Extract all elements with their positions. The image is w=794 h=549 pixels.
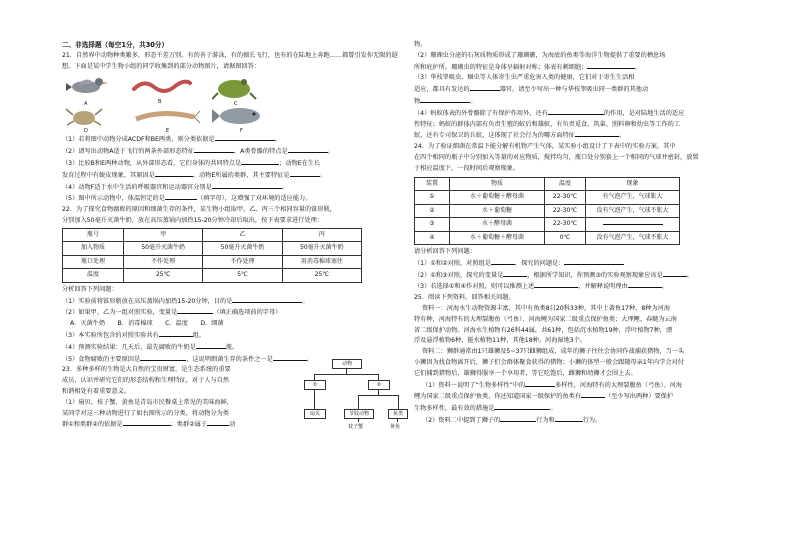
- tree-leaf-croaker: 黄鱼: [390, 424, 401, 431]
- table-row: [63, 255, 362, 269]
- q24-intro-3: 于相应温度下，一段时间后观察现象。: [414, 164, 520, 172]
- table-cell: 0℃: [545, 231, 586, 245]
- table-header-cell: 乙: [203, 228, 282, 242]
- q23-3: （3）华枝睾吸虫、蛔虫等人体寄生虫严重危害人类的健康，它们对于寄生生活相: [414, 74, 635, 82]
- q21-1: （1）若将图中动物分成ACDF和BE两类，则分类依据是 。: [62, 136, 281, 144]
- label-a: A: [84, 101, 88, 108]
- table-header-cell: 装置: [415, 177, 450, 191]
- blank[interactable]: [470, 84, 500, 91]
- blank[interactable]: [491, 258, 515, 265]
- label-d: D: [84, 128, 88, 135]
- table-cell: 温度: [63, 269, 124, 283]
- table-cell: 加入物质: [63, 242, 124, 256]
- table-cell: 50毫升灭菌牛奶: [282, 242, 361, 256]
- blank[interactable]: [603, 218, 663, 225]
- tree-root: 动物: [332, 359, 362, 369]
- q23-3b: 适应，都具有发达的 器官，请至少写出一种与华枝睾吸虫同一类群的其他动: [414, 86, 649, 94]
- table-cell: 50毫升灭菌牛奶: [203, 242, 282, 256]
- blank[interactable]: [628, 281, 662, 288]
- q21-2: （2）请写出动物A适于飞行的两条外部形态特征 。A类骨骼的特点是 。: [62, 148, 334, 156]
- blank[interactable]: [288, 146, 328, 153]
- q25-1b: 鲤为国家二级重点保护鱼类，你还知道国家一级保护的鱼类有 （至少写出两种）要保护: [414, 393, 674, 401]
- q22-analysis: 分析回答下列问题：: [62, 285, 118, 293]
- table-row: [63, 242, 362, 256]
- tree-node-2: ②: [368, 380, 390, 390]
- q21-3b: 发育过程中有蜕皮现象，其原因是 。动物E所属的类群，其主要特征是 。: [62, 171, 326, 179]
- blank[interactable]: [500, 415, 536, 422]
- q21-intro-2: 想。下面是某中学生物小组的同学收集到的部分动物图片，请据图回答：: [62, 62, 260, 70]
- blank[interactable]: [581, 391, 605, 398]
- q23-line: 某同学对这三种动物进行了如右图所示的分类，将动物分为类: [62, 409, 230, 417]
- table-header-cell: 现象: [586, 177, 680, 191]
- q23-4c: 蚁，还有专司保卫的兵蚁，这体现了社会行为的哪方面特征 。: [414, 132, 626, 140]
- label-e: E: [166, 128, 170, 135]
- table-row: [415, 191, 680, 205]
- label-f: F: [240, 128, 243, 135]
- q25-material-2b: 小狮因为找食物离开后，狮子们会群体聚食获得的猎物；小狮的体型一般会跟随母亲1年内学会对付: [414, 359, 684, 367]
- q22-intro-1: 22．为了探究食物腐败的原因和细菌生存的条件，某生物小组取甲、乙、丙三个相同容量的锥形瓶，: [62, 206, 336, 214]
- tree-leaf-scallop: 扇贝: [304, 409, 326, 419]
- table-cell: 22-30℃: [545, 218, 586, 232]
- table-cell: 22-30℃: [545, 204, 586, 218]
- blank[interactable]: [290, 170, 320, 177]
- blank[interactable]: [196, 342, 226, 349]
- q23-line: 群①和类群②的依据是 ；类群②属于 动: [62, 421, 236, 429]
- q23-text: [62, 365, 294, 431]
- label-b: B: [158, 99, 162, 106]
- tree-leaf-arthropod: 节肢动物: [344, 409, 374, 419]
- tree-leaf-crab: 枝子蟹: [348, 424, 364, 431]
- q24-3: （3）若选择①和④作对照，则可以推测上述 ，并解释说明理由 。: [414, 283, 668, 291]
- q22-table: [62, 228, 362, 283]
- table-cell: 22-30℃: [545, 191, 586, 205]
- table-header: [63, 228, 362, 242]
- table-header-cell: 甲: [124, 228, 203, 242]
- q25-intro: 25．阅读下列资料，回答相关问题。: [414, 294, 515, 302]
- right-column: [414, 40, 744, 427]
- q23-cont: 物。: [414, 41, 427, 48]
- table-cell: 水＋葡萄糖＋酵母菌: [450, 231, 545, 245]
- q24-analysis: 请分析回答下列问题：: [414, 248, 476, 256]
- table-header-cell: 温度: [545, 177, 586, 191]
- table-header-cell: 瓶号: [63, 228, 124, 242]
- q25-1: （1）资料一说明了“生物多样性”中的 多样性，河海特有的大理裂腹鱼（弓鱼）、河海: [422, 381, 683, 389]
- blank[interactable]: [548, 108, 604, 115]
- table-cell: 5℃: [203, 269, 282, 283]
- q24-2: （2）①和③对照，探究的变量是 ，根据所学知识，你预测③的实验观察现象应该是 。: [414, 271, 693, 279]
- pigeon-image: [66, 73, 110, 99]
- table-cell: 没有气泡产生，气球不胀大: [586, 231, 680, 245]
- q23-2b: 所和庇护所。珊瑚虫的特征是身体呈辐射对称；体表有刺细胞； 。: [414, 63, 642, 71]
- q22-4: （4）预测实验结果：几天后，最先腐败的牛奶是 瓶。: [62, 343, 239, 351]
- q25-2: （2）资料二中提到了狮子的 行为和 行为。: [422, 417, 602, 425]
- blank[interactable]: [215, 134, 275, 141]
- q23-line: 23．多种多样的生物是大自然的宝贵财富，是生态系统的重要: [62, 366, 231, 374]
- table-cell: 有气泡产生，气球胀大: [586, 191, 680, 205]
- blank[interactable]: [420, 96, 470, 103]
- left-column: [62, 40, 404, 431]
- earthworm-image: [132, 77, 192, 97]
- table-cell: 不作处理: [203, 255, 282, 269]
- blank[interactable]: [123, 419, 171, 426]
- q23-4b: 性特征；蚂蚁的群体内部有负责生殖的蚁后和雄蚁，有负责觅食、筑巢、照料卵和幼虫等工作的工: [414, 120, 681, 128]
- blank[interactable]: [587, 62, 635, 69]
- q21-4: （4）动物F适于水中生活的呼吸器官和运动器官分别是 。: [62, 183, 288, 191]
- table-cell: 不作处理: [124, 255, 203, 269]
- q24-intro-2: 在四个相同的瓶子中分别加入等量的对应物质，搅拌均匀，瓶口处分别套上一个相同的气球并密封，放置: [414, 153, 699, 161]
- blank[interactable]: [159, 330, 193, 337]
- q25-material-1: 资料一：河海水生动物资源丰富，其中有鱼类8目20科33种，其中土著鱼17种，8种为河海: [422, 305, 671, 313]
- table-cell: 水＋葡萄糖＋酵母菌: [450, 191, 545, 205]
- q23-block: [62, 361, 404, 431]
- q23-3c: 物 。: [414, 97, 477, 105]
- blank[interactable]: [525, 380, 555, 387]
- blank[interactable]: [564, 258, 624, 265]
- table-cell: 水＋酵母菌: [450, 218, 545, 232]
- blank[interactable]: [155, 170, 193, 177]
- label-c: C: [234, 101, 238, 108]
- table-header: [415, 177, 680, 191]
- tree-node-1: ①: [304, 380, 326, 390]
- classification-tree: [292, 359, 404, 445]
- table-row: [415, 218, 680, 232]
- q23-line: 和谐相处有着重要意义。: [62, 387, 131, 395]
- blank[interactable]: [555, 415, 583, 422]
- blank[interactable]: [503, 270, 527, 277]
- blank[interactable]: [663, 270, 687, 277]
- table-row: [415, 204, 680, 218]
- q24-1: （1）①和②对照，对照组是 ，探究的问题是：: [414, 258, 744, 270]
- blank[interactable]: [494, 403, 550, 410]
- q21-5: （5）图中所示动物中，体温恒定的是 （填字母），这增强了对环境的适应能力。: [62, 195, 312, 203]
- q22-3: （3）本实验所包含的对照实验共有 组。: [62, 331, 206, 339]
- q23-2: （2）珊瑚虫分泌的石灰质物质形成了珊瑚礁，为海底的鱼类等海洋生物提供了重要的栖息场: [414, 51, 666, 59]
- q22-2: （2）如果甲、乙为一组对照实验，变量是 （填正确选项前的字母）: [62, 309, 282, 317]
- q24-intro-1: 24．为了验证细菌在常温下能分解有机物产生气体，某实验小组设计了下表中的实验方案，其中: [414, 143, 676, 151]
- table-cell: 用消毒棉球塞住: [282, 255, 361, 269]
- blank[interactable]: [140, 354, 186, 361]
- blank[interactable]: [177, 307, 213, 314]
- table-cell: 25℃: [124, 269, 203, 283]
- blank[interactable]: [534, 281, 578, 288]
- table-row: [63, 269, 362, 283]
- q25-material-2: 资料二：狮群通常由1只雄狮及5~37只雌狮组成，成年的狮子往往会协同作战捕获猎物，当一头: [422, 348, 685, 356]
- table-cell: ②: [415, 204, 450, 218]
- q22-options: A．灭菌牛奶 B．消毒棉球 C．温度 D．细菌: [70, 320, 224, 328]
- table-cell[interactable]: [586, 218, 680, 232]
- q22-5: （5）食物腐败的主要原因是 ，这说明细菌生存的条件之一是 。: [62, 355, 313, 363]
- q25-material-2c: 它们捕到猎物后，雄狮得服享一个享用者，等它吃饱后，雌狮和幼狮才会围上去。: [414, 369, 637, 377]
- q25-1c: 生物多样性，最有效的措施是 。: [414, 405, 557, 413]
- table-cell: 25℃: [282, 269, 361, 283]
- table-row: [415, 231, 680, 245]
- table-cell: ①: [415, 191, 450, 205]
- tree-leaf-fish: 鱼类: [388, 409, 408, 419]
- blank[interactable]: [575, 130, 619, 137]
- table-cell: 瓶口处理: [63, 255, 124, 269]
- q24-table: [414, 177, 680, 246]
- q25-material-1c: 省二级保护动物。河海水生植物有26科44属，共61种，包括沉水植物19种，浮叶植物7种，漂: [414, 326, 673, 334]
- blank[interactable]: [165, 193, 197, 200]
- q21-intro-1: 21．自然界中动物种类繁多，形态千差万别。有的善于游泳，有的擅长飞行，也有的在陆地上奔跑……都曾引发你无限的遐: [62, 51, 398, 59]
- q23-line: 成员，认识并研究它们的形态结构和生理特征，对于人与自然: [62, 377, 230, 385]
- table-cell: 水＋葡萄糖: [450, 204, 545, 218]
- q23-4: （4）蚂蚁体表的外骨骼除了有保护作用外，还有 的作用，是对陆地生活的适应: [414, 109, 685, 117]
- q23-line: （1）扇贝、枝子蟹、黄鱼是青岛市民餐桌上常见的美味海鲜，: [62, 398, 233, 406]
- section-title: 二、非选择题（每空1分，共30分）: [62, 41, 169, 49]
- table-cell: 没有气泡产生，气球不胀大: [586, 204, 680, 218]
- table-cell: ③: [415, 218, 450, 232]
- q25-material-1d: 浮及悬浮植物6种，挺水植物11种，其他18种。河海湿地3个。: [414, 337, 587, 345]
- table-header-cell: 物质: [450, 177, 545, 191]
- blank[interactable]: [194, 146, 234, 153]
- q22-1: （1）实验前将锥形瓶放在高压蒸锅内加热15-20分钟，目的是 。: [62, 297, 309, 305]
- blank[interactable]: [212, 182, 282, 189]
- table-cell: 50毫升灭菌牛奶: [124, 242, 203, 256]
- frog-image: [212, 73, 258, 101]
- q25-material-1b: 特有种，河海特有的大理裂腹鱼（弓鱼）、河海鲤为国家二级重点保护鱼类；大理鲤、春鲢为云南: [414, 315, 677, 323]
- table-header-cell: 丙: [282, 228, 361, 242]
- blank[interactable]: [232, 296, 302, 303]
- blank[interactable]: [207, 419, 229, 426]
- blank[interactable]: [241, 158, 279, 165]
- animal-pictures: [62, 73, 404, 135]
- q21-3: （3）比较B和E两种动物，从外部形态看，它们身体的共同特点是 ；动物E在生长: [62, 159, 321, 167]
- q22-intro-2: 分别加入50毫升灭菌牛奶，放在高压蒸锅内加热15-20分钟冷却后取出，按下表要求进行处理：: [62, 216, 323, 224]
- table-cell: ④: [415, 231, 450, 245]
